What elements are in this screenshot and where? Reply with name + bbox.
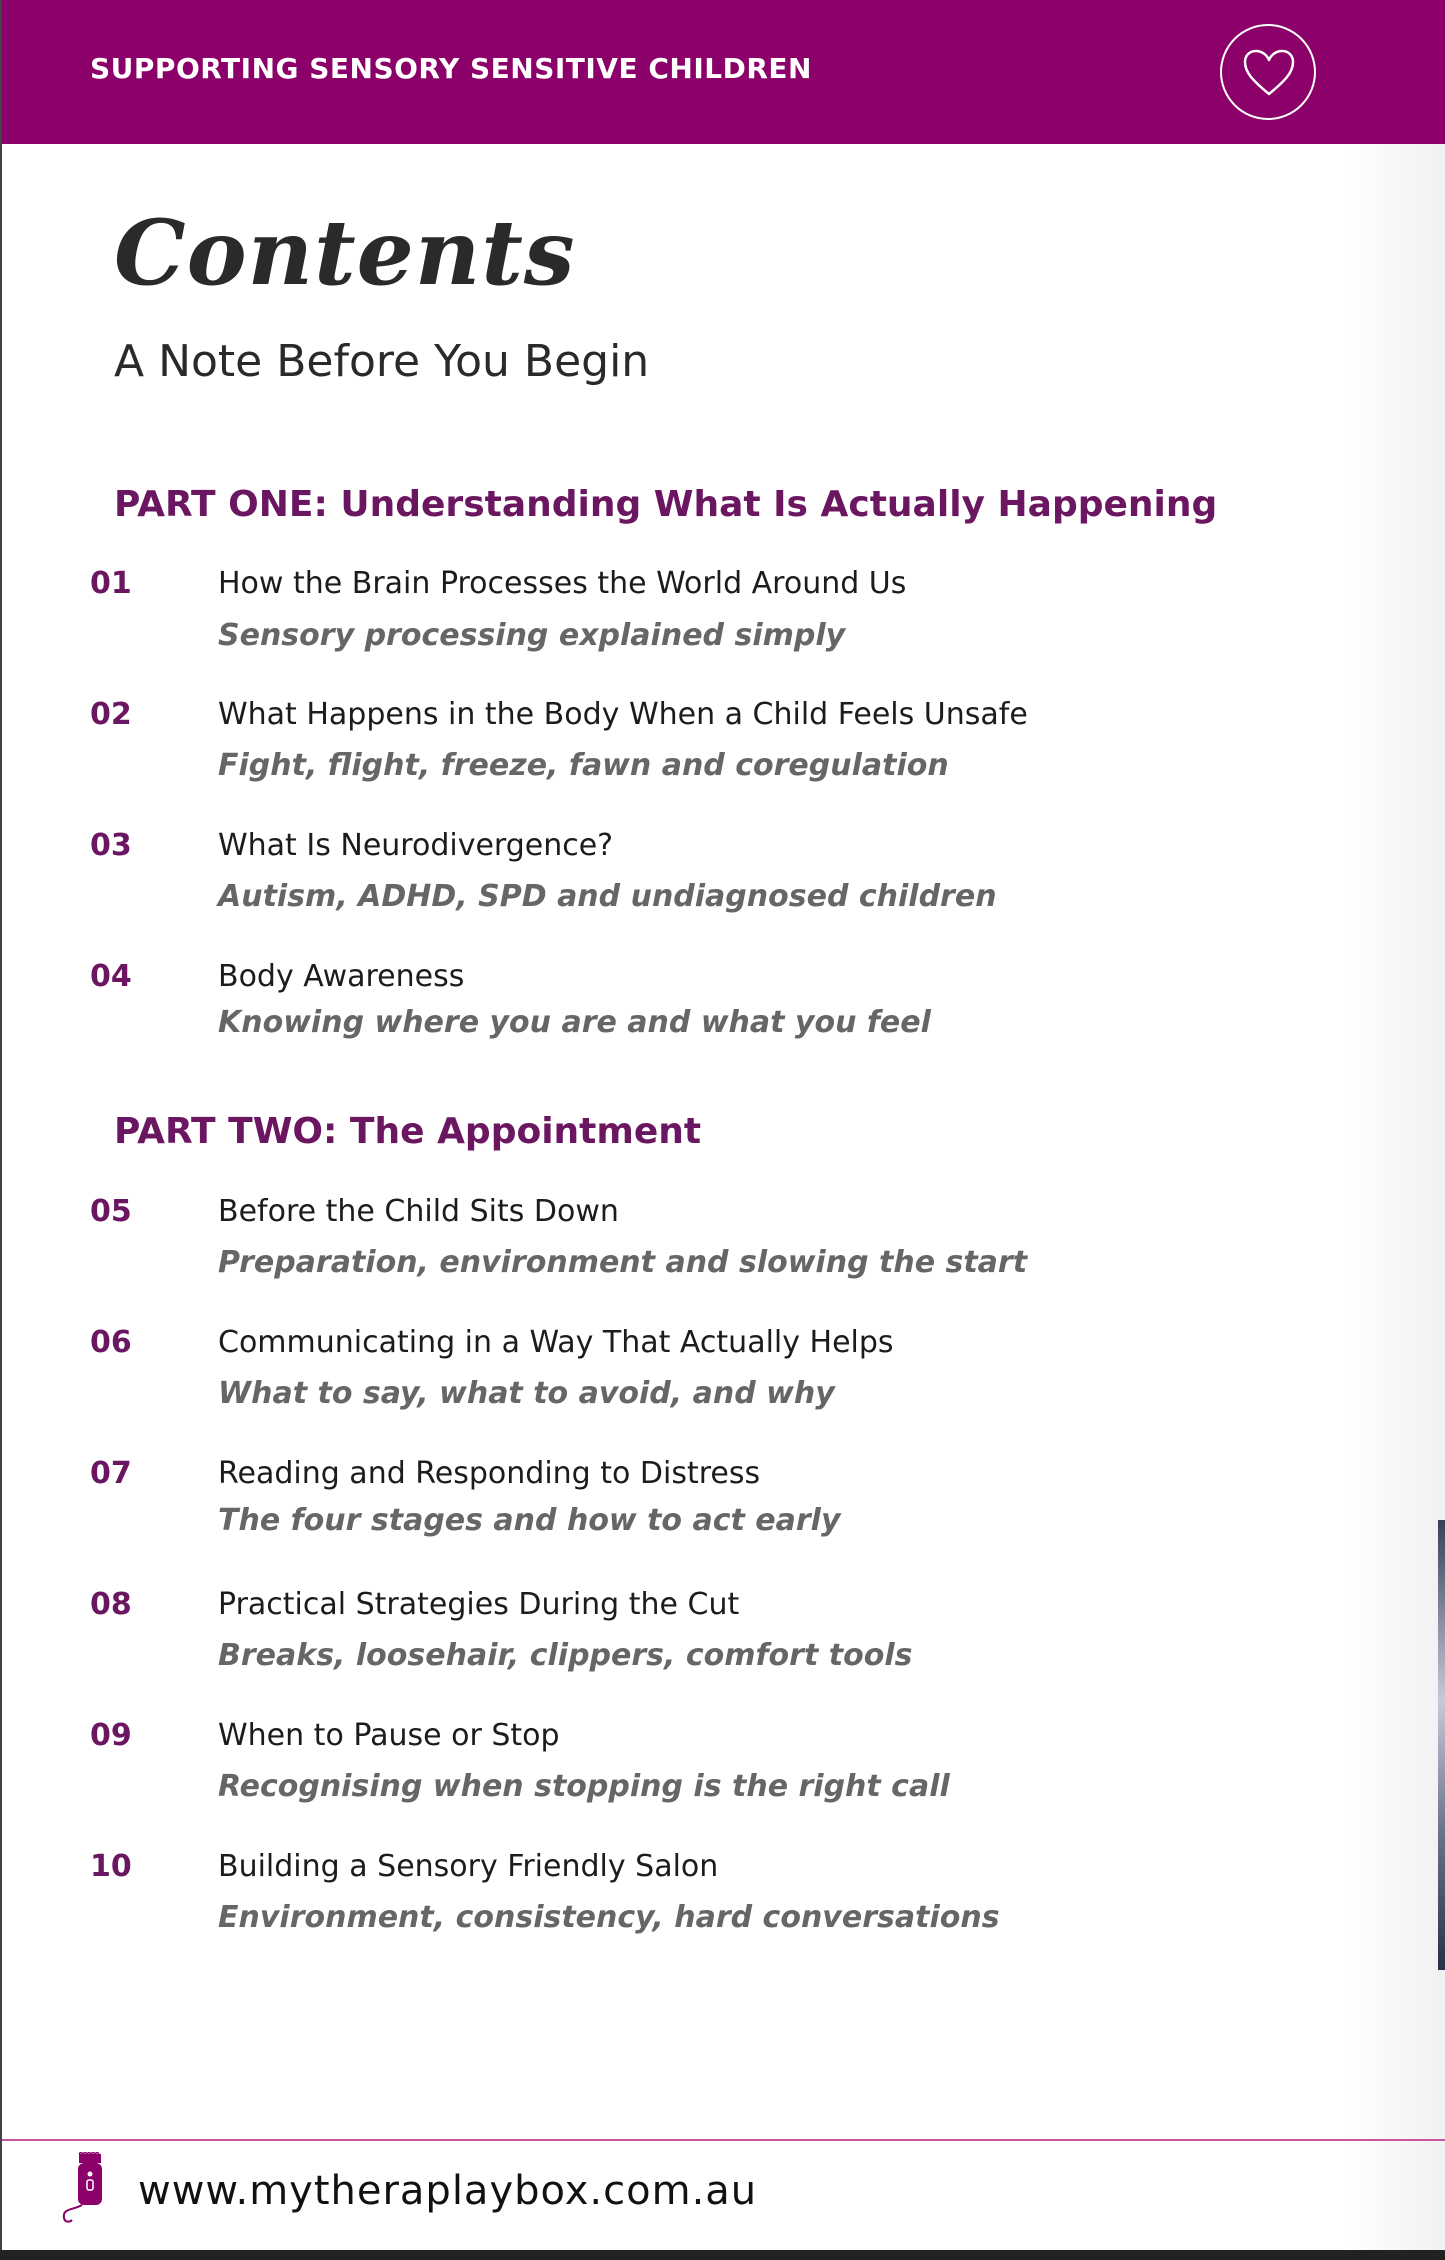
part-two-heading: PART TWO: The Appointment (114, 1111, 702, 1152)
entry-subtitle: Knowing where you are and what you feel (218, 1005, 931, 1040)
entry-number: 06 (90, 1325, 132, 1360)
entry-subtitle: Autism, ADHD, SPD and undiagnosed children (218, 879, 997, 914)
entry-subtitle: Breaks, loosehair, clippers, comfort tools (218, 1638, 913, 1673)
footer-website-url[interactable]: www.mytheraplaybox.com.au (138, 2168, 758, 2214)
entry-number: 04 (90, 959, 132, 994)
entry-title: When to Pause or Stop (218, 1718, 560, 1753)
hair-clipper-icon (58, 2152, 108, 2224)
entry-title: What Is Neurodivergence? (218, 828, 614, 863)
header-title: SUPPORTING SENSORY SENSITIVE CHILDREN (90, 52, 812, 85)
intro-entry: A Note Before You Begin (114, 336, 650, 387)
background-edge-strip (1438, 1520, 1445, 1970)
entry-number: 10 (90, 1849, 132, 1884)
entry-number: 09 (90, 1718, 132, 1753)
page-header (2, 0, 1445, 144)
entry-number: 03 (90, 828, 132, 863)
entry-title: Building a Sensory Friendly Salon (218, 1849, 719, 1884)
entry-number: 07 (90, 1456, 132, 1491)
entry-subtitle: Sensory processing explained simply (218, 618, 846, 653)
entry-title: What Happens in the Body When a Child Feels Unsafe (218, 697, 1028, 732)
entry-subtitle: What to say, what to avoid, and why (218, 1376, 835, 1411)
entry-title: Body Awareness (218, 959, 465, 994)
contents-title: Contents (114, 200, 576, 306)
footer-divider (2, 2139, 1445, 2141)
entry-subtitle: The four stages and how to act early (218, 1503, 841, 1538)
entry-subtitle: Fight, flight, freeze, fawn and coregulation (218, 748, 949, 783)
heart-badge (1220, 24, 1316, 120)
entry-title: Before the Child Sits Down (218, 1194, 619, 1229)
entry-number: 05 (90, 1194, 132, 1229)
entry-number: 02 (90, 697, 132, 732)
entry-title: Practical Strategies During the Cut (218, 1587, 740, 1622)
entry-subtitle: Environment, consistency, hard conversations (218, 1900, 1000, 1935)
entry-number: 08 (90, 1587, 132, 1622)
bottom-edge (0, 2250, 1445, 2260)
entry-title: Communicating in a Way That Actually Helps (218, 1325, 894, 1360)
part-one-heading: PART ONE: Understanding What Is Actually Happening (114, 484, 1218, 525)
entry-title: Reading and Responding to Distress (218, 1456, 761, 1491)
entry-subtitle: Preparation, environment and slowing the start (218, 1245, 1028, 1280)
entry-title: How the Brain Processes the World Around Us (218, 566, 907, 601)
heart-icon (1242, 48, 1296, 98)
entry-number: 01 (90, 566, 132, 601)
entry-subtitle: Recognising when stopping is the right call (218, 1769, 950, 1804)
